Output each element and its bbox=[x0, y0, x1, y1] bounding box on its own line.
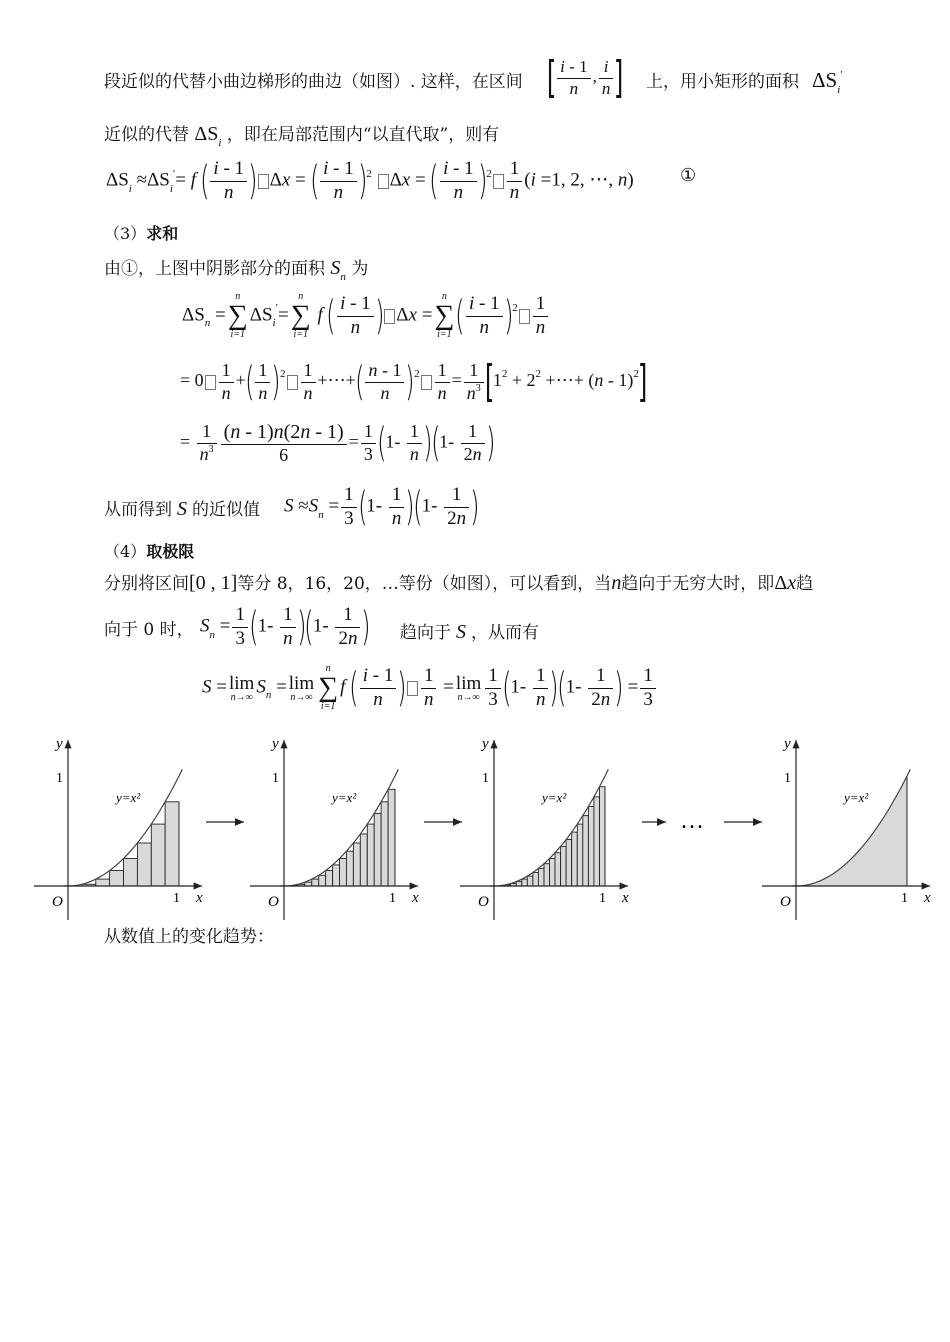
paragraph-last: 从数值上的变化趋势： bbox=[104, 927, 274, 947]
equation-sum: $\Delta S_n$ = n ∑ i=1 $\Delta S_i'=$ n ∑ i=1 f ( $\frac{i - 1}{n}$ ) Δx = n ∑ i=1 ( $\frac{i - 1}{n}$ )$^2$ $\frac{1}{n}$ bbox=[182, 292, 550, 340]
paragraph-line-4: 从而得到 S 的近似值 bbox=[104, 498, 260, 520]
panel-4 bbox=[762, 736, 931, 920]
text-segment: 为 bbox=[351, 259, 369, 279]
approx-rectangle bbox=[151, 824, 165, 886]
x-tick-1: 1 bbox=[599, 891, 606, 906]
paragraph-line-5: 分别将区间[0 , 1]等分 8，16，20，…等份（如图），可以看到，当n趋向于无穷大时，即Δx趋 bbox=[104, 572, 814, 594]
panel-3 bbox=[460, 736, 629, 920]
y-axis-label: y bbox=[784, 736, 791, 752]
approx-rectangle bbox=[533, 873, 539, 887]
approx-rectangle bbox=[516, 882, 522, 886]
paragraph-line-6b: 趋向于 S ，从而有 bbox=[400, 621, 539, 643]
approx-rectangle bbox=[544, 864, 550, 886]
paragraph-line-1b bbox=[646, 74, 799, 91]
section-title: 取极限 bbox=[146, 542, 195, 561]
curve-label: y=x² bbox=[332, 790, 357, 805]
y-tick-1: 1 bbox=[272, 771, 279, 786]
approx-rectangle bbox=[346, 851, 353, 886]
paragraph-line-2: 近似的代替 $\Delta S_i$ ，即在局部范围内“以直代取”，则有 bbox=[104, 123, 500, 149]
origin-label: O bbox=[52, 894, 63, 910]
ellipsis: … bbox=[680, 808, 704, 834]
text-segment: 等分 8，16，20，…等份（如图），可以看到，当 bbox=[237, 574, 612, 594]
equation-approx: $\Delta S_i \approx\Delta S_i'= f$ ( $\frac{i - 1}{n}$ ) Δx = ( $\frac{i - 1}{n}$ )$^2$ Δx = ( $\frac{i - 1}{n}$ )$^2$ $\frac{1}{n}$ (i =1, 2, ⋯, n) bbox=[106, 158, 634, 205]
approx-rectangle bbox=[319, 875, 326, 886]
y-tick-1: 1 bbox=[482, 771, 489, 786]
delta-s-prime: $\Delta S_i'$ bbox=[812, 68, 843, 96]
approx-rectangle bbox=[353, 843, 360, 886]
approx-rectangle bbox=[550, 859, 556, 887]
section-title: 求和 bbox=[146, 224, 179, 243]
y-axis-label: y bbox=[272, 736, 279, 752]
approx-rectangle bbox=[137, 843, 151, 886]
approx-rectangle bbox=[583, 816, 589, 886]
approx-rectangle bbox=[522, 879, 528, 886]
section-number: （4） bbox=[104, 542, 147, 561]
approx-rectangle bbox=[110, 871, 124, 887]
approx-rectangle bbox=[165, 802, 179, 886]
origin-label: O bbox=[268, 894, 279, 910]
section-4-heading bbox=[104, 544, 194, 560]
equation-sn: $S_n$ = $\frac{1}{3}$ (1- $\frac{1}{n}$ )(1- $\frac{1}{2n}$ ) bbox=[200, 604, 371, 651]
text-segment: 趋 bbox=[796, 574, 814, 594]
y-tick-1: 1 bbox=[56, 771, 63, 786]
circled-one-marker: ① bbox=[680, 165, 697, 186]
text-segment: 的近似值 bbox=[192, 500, 260, 520]
panel-1 bbox=[34, 736, 203, 920]
paragraph-line-6 bbox=[104, 622, 194, 639]
approx-rectangle bbox=[96, 879, 110, 886]
section-number: （3） bbox=[104, 224, 147, 243]
approx-rectangle bbox=[555, 853, 561, 886]
approx-rectangle bbox=[333, 865, 340, 886]
text-segment: ，即在局部范围内“以直代取”，则有 bbox=[226, 125, 500, 145]
riemann-sum-figures bbox=[0, 728, 950, 928]
curve-label: y=x² bbox=[116, 790, 141, 805]
interval-formula: [ $\frac{i - 1}{n}$ , $\frac{i}{n}$ ] bbox=[546, 52, 624, 103]
approx-rectangle bbox=[588, 807, 594, 887]
y-axis-label: y bbox=[482, 736, 489, 752]
approx-rectangle bbox=[594, 797, 600, 886]
paragraph-line-3: 由①，上图中阴影部分的面积 $S_n$ 为 bbox=[104, 257, 369, 283]
x-tick-1: 1 bbox=[173, 891, 180, 906]
x-axis-label: x bbox=[412, 890, 419, 906]
curve-label: y=x² bbox=[844, 790, 869, 805]
approx-rectangle bbox=[600, 787, 606, 886]
text-segment: 趋向于无穷大时，即 bbox=[621, 574, 775, 594]
equation-closed-form: = $\frac{1}{n^3}$ $\frac{(n - 1)n(2n - 1)}{6}$ = $\frac{1}{3}$ (1- $\frac{1}{n}$ )(1- $\frac{1}{2n}$ ) bbox=[180, 420, 496, 467]
approx-rectangle bbox=[577, 824, 583, 886]
text-segment: 向于 0 时， bbox=[104, 620, 194, 640]
approx-rectangle bbox=[326, 871, 333, 887]
x-axis-label: x bbox=[622, 890, 629, 906]
approx-rectangle bbox=[527, 876, 533, 886]
approx-rectangle bbox=[124, 859, 138, 887]
equation-limit: S = lim n→∞ $S_n = \lim$ n→∞ n ∑ i=1 f ( $\frac{i - 1}{n}$ ) $\frac{1}{n}$ = lim n→∞ $\frac{1}{3}$ (1- $\frac{1}{n}$ )(1- $\frac{1}{2n}$ ) = $\frac{1}{3}$ bbox=[202, 664, 658, 712]
curve-label: y=x² bbox=[542, 790, 567, 805]
approx-rectangle bbox=[538, 868, 544, 886]
approx-rectangle bbox=[367, 824, 374, 886]
origin-label: O bbox=[780, 894, 791, 910]
approx-rectangle bbox=[388, 789, 395, 886]
x-tick-1: 1 bbox=[901, 891, 908, 906]
text-segment: 上，用小矩形的面积 bbox=[646, 72, 799, 92]
approx-rectangle bbox=[572, 832, 578, 886]
text-segment: 近似的代替 bbox=[104, 125, 189, 145]
text-segment: 从而得到 bbox=[104, 500, 172, 520]
text-segment: 由①，上图中阴影部分的面积 bbox=[104, 259, 325, 279]
x-axis-label: x bbox=[924, 890, 931, 906]
text-segment: 趋向于 bbox=[400, 623, 451, 643]
approx-rectangle bbox=[381, 802, 388, 886]
approx-rectangle bbox=[312, 879, 319, 886]
x-axis-label: x bbox=[196, 890, 203, 906]
text-segment: 分别将区间 bbox=[104, 574, 189, 594]
y-tick-1: 1 bbox=[784, 771, 791, 786]
approx-rectangle bbox=[561, 846, 567, 886]
approx-rectangle bbox=[340, 859, 347, 887]
panel-2 bbox=[250, 736, 419, 920]
equation-approx-value: $S \approx S_n$ = $\frac{1}{3}$ (1- $\frac{1}{n}$ )(1- $\frac{1}{2n}$ ) bbox=[284, 484, 480, 531]
section-3-heading bbox=[104, 226, 178, 242]
text-segment: 段近似的代替小曲边梯形的曲边（如图）. 这样，在区间 bbox=[104, 72, 523, 92]
origin-label: O bbox=[478, 894, 489, 910]
approx-rectangle bbox=[566, 840, 572, 887]
approx-rectangle bbox=[360, 834, 367, 886]
equation-expand: = 0 $\frac{1}{n}$ +( $\frac{1}{n}$ )$^2$ $\frac{1}{n}$ +⋯+( $\frac{n - 1}{n}$ )$^2$ $\frac{1}{n}$ = $\frac{1}{n^3}$ [$1^2 + 2^2$ +⋯+ (n - 1)$^2$] bbox=[180, 356, 648, 408]
paragraph-line-1 bbox=[104, 74, 523, 91]
approx-rectangle bbox=[374, 813, 381, 886]
y-axis-label: y bbox=[56, 736, 63, 752]
x-tick-1: 1 bbox=[389, 891, 396, 906]
text-segment: ，从而有 bbox=[471, 623, 539, 643]
